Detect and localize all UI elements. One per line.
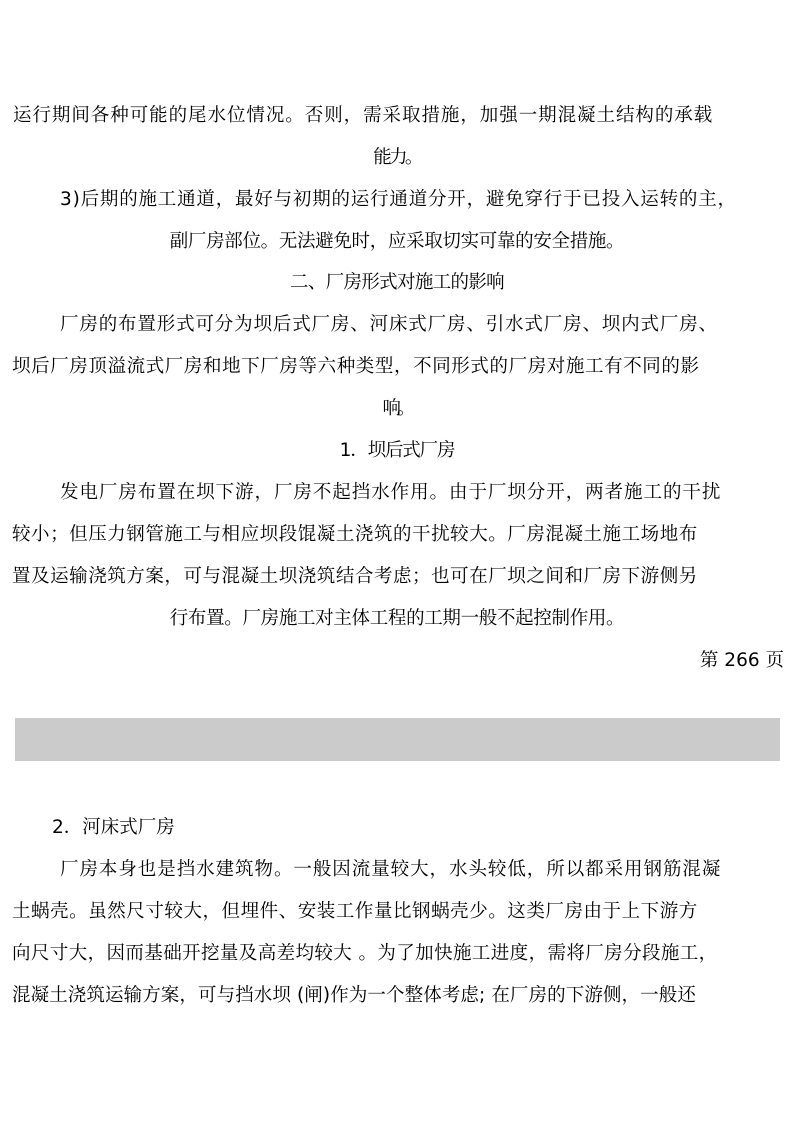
text-line: 副厂房部位。无法避免时，应采取切实可靠的安全措施。 bbox=[169, 231, 625, 252]
text-line: 较小；但压力钢管施工与相应坝段馄凝土浇筑的干扰较大。厂房混凝土施工场地布 bbox=[12, 524, 698, 545]
text-line: 置及运输浇筑方案，可与混凝土坝浇筑结合考虑；也可在厂坝之间和厂房下游侧另 bbox=[12, 566, 698, 587]
text-line: 坝后厂房顶溢流式厂房和地下厂房等六种类型，不同形式的厂房对施工有不同的影 bbox=[12, 356, 700, 377]
text-line: 行布置。厂房施工对主体工程的工期一般不起控制作用。 bbox=[169, 608, 625, 629]
text-line: 向尺寸大，因而基础开挖量及高差均较大 。为了加快施工进度，需将厂房分段施工， bbox=[12, 943, 718, 964]
text-line: 厂房的布置形式可分为坝后式厂房、河床式厂房、引水式厂房、坝内式厂房、 bbox=[60, 314, 718, 335]
text-line: 响。 bbox=[382, 398, 412, 419]
subheading: 2．河床式厂房 bbox=[52, 817, 175, 838]
section-heading: 二、厂房形式对施工的影响 bbox=[289, 272, 504, 293]
page-separator bbox=[15, 718, 780, 761]
list-item-3: 3)后期的施工通道，最好与初期的运行通道分开，避免穿行于已投入运转的主， bbox=[60, 189, 737, 210]
text-line: 运行期间各种可能的尾水位情况。否则，需采取措施，加强一期混凝土结构的承载 bbox=[13, 105, 714, 126]
text-line: 土蜗壳。虽然尺寸较大，但埋件、安装工作量比钢蜗壳少。这类厂房由于上下游方 bbox=[12, 901, 698, 922]
text-line: 混凝土浇筑运输方案，可与挡水坝 (闸)作为一个整体考虑; 在厂房的下游侧，一般还 bbox=[12, 985, 696, 1006]
text-line: 发电厂房布置在坝下游，厂房不起挡水作用。由于厂坝分开，两者施工的干扰 bbox=[60, 482, 722, 503]
text-line: 厂房本身也是挡水建筑物。一般因流量较大，水头较低，所以都采用钢筋混凝 bbox=[60, 859, 722, 880]
text-line: 能力。 bbox=[373, 147, 421, 168]
subheading: 1．坝后式厂房 bbox=[339, 440, 455, 461]
page-number: 第 266 页 bbox=[699, 650, 784, 671]
